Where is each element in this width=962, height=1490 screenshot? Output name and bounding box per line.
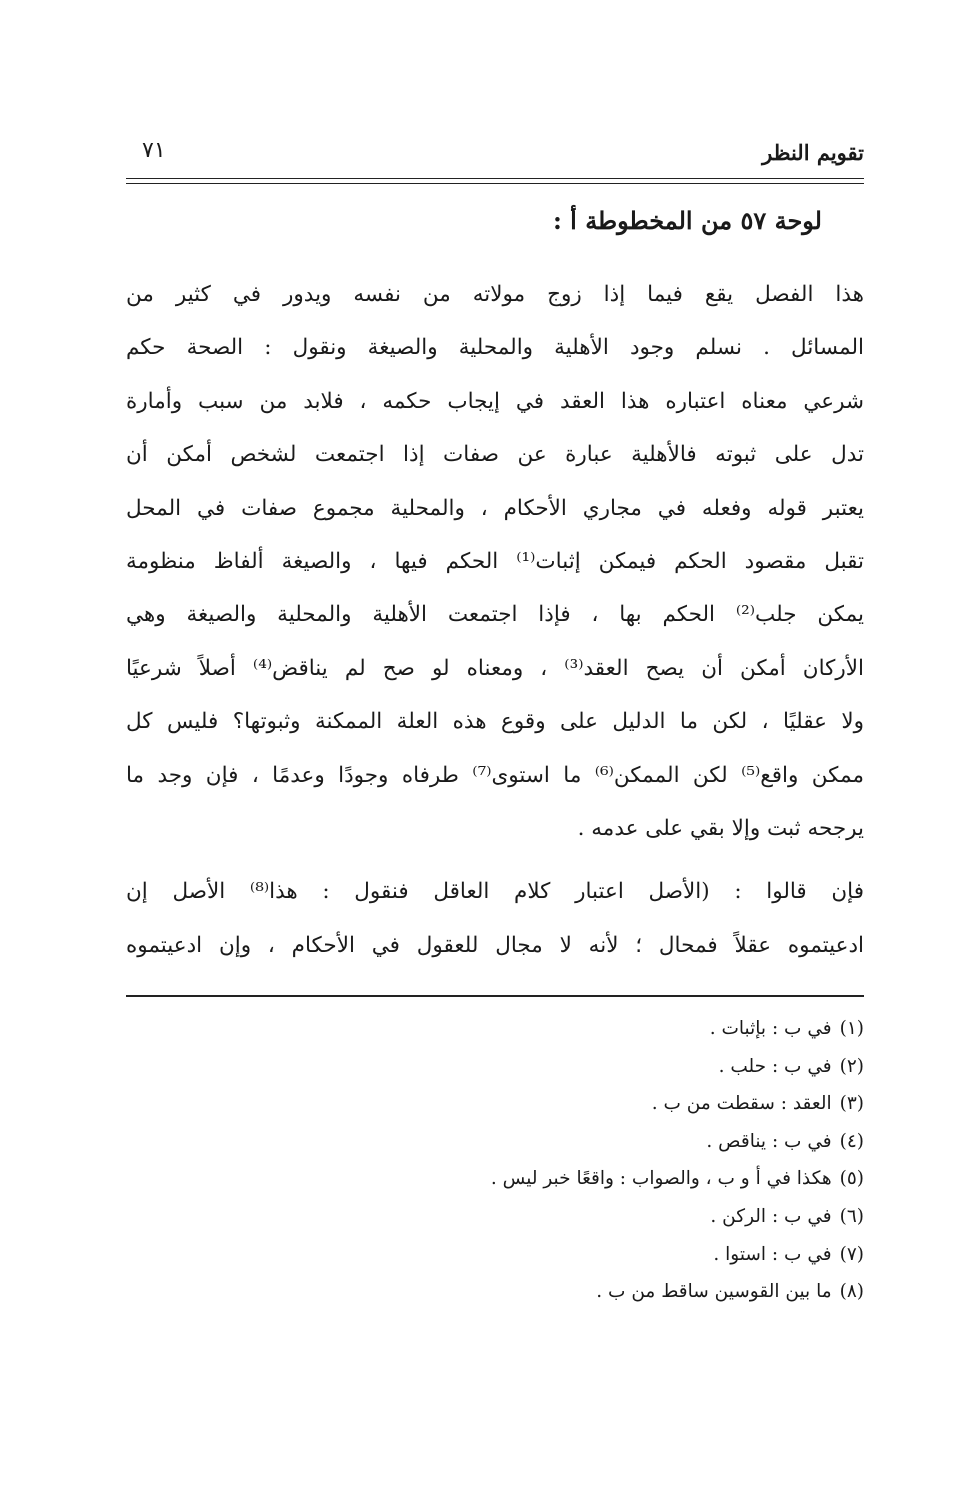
footnote-number: (٧) — [839, 1243, 864, 1265]
page-number: ٧١ — [142, 138, 166, 163]
body-line: الأركان أمكن أن يصح العقد⁽³⁾ ، ومعناه لو صح لم يناقض⁽⁴⁾ أصلاً شرعيًا — [126, 655, 864, 681]
footnote — [164, 1273, 864, 1311]
footnote-text: العقد : سقطت من ب . — [651, 1093, 832, 1115]
footnote-text: في ب : بإثبات . — [709, 1018, 832, 1039]
footnote-number: (٨) — [839, 1281, 864, 1303]
body-line: يرجحه ثبت وإلا بقي على عدمه . — [577, 815, 864, 841]
body-line: ممكن واقع⁽⁵⁾ لكن الممكن⁽⁶⁾ ما استوى⁽⁷⁾ طرفاه وجودًا وعدمًا ، فإن وجد ما — [126, 762, 864, 788]
body-line: تقبل مقصود الحكم فيمكن إثبات⁽¹⁾ الحكم فيها ، والصيغة ألفاظ منظومة — [126, 548, 864, 574]
footnote-number: (٤) — [839, 1130, 864, 1152]
footnote-number: (٦) — [839, 1205, 864, 1227]
footnote-text: ما بين القوسين ساقط من ب . — [596, 1281, 832, 1303]
footnote — [164, 1085, 864, 1123]
footnote-separator — [126, 995, 864, 997]
footnote — [164, 1048, 864, 1086]
running-header — [126, 136, 864, 170]
body-line: ولا عقليًا ، لكن ما الدليل على وقوع هذه العلة الممكنة وثبوتها؟ فليس كل — [126, 709, 864, 735]
body-line: المسائل . نسلم وجود الأهلية والمحلية والصيغة ونقول : الصحة حكم — [126, 335, 864, 361]
body-line: شرعي معناه اعتباره هذا العقد في إيجاب حكمه ، فلابد من سبب وأمارة — [126, 388, 864, 414]
footnote — [164, 1236, 864, 1274]
footnote-text: في ب : استوا . — [713, 1243, 832, 1265]
body-line: ادعيتموه عقلاً فمحال ؛ لأنه لا مجال للعقول في الأحكام ، وإن ادعيتموه — [126, 932, 864, 958]
footnote — [164, 1160, 864, 1198]
body-text — [126, 268, 864, 972]
footnote-number: (٥) — [839, 1168, 864, 1190]
footnotes — [164, 1010, 864, 1311]
footnote-text: في ب : الركن . — [710, 1205, 832, 1227]
body-line: فإن قالوا : (الأصل اعتبار كلام العاقل فنقول : هذا⁽⁸⁾ الأصل إن — [126, 879, 864, 905]
footnote-number: (٣) — [839, 1093, 864, 1115]
book-title: تقويم النظر — [762, 140, 864, 165]
body-line: هذا الفصل يقع فيما إذا زوج مولاته من نفسه ويدور في كثير من — [126, 282, 864, 307]
paragraph-gap — [126, 855, 864, 865]
header-rule-top — [126, 178, 864, 179]
body-line: تدل على ثبوته فالأهلية عبارة عن صفات إذا اجتمعت لشخص أمكن أن — [126, 442, 864, 468]
footnote — [164, 1123, 864, 1161]
footnote — [164, 1010, 864, 1048]
footnote-number: (٢) — [839, 1055, 864, 1077]
header-rule-bottom — [126, 183, 864, 184]
body-line: يعتبر قوله وفعله في مجاري الأحكام ، والمحلية مجموع صفات في المحل — [126, 495, 864, 521]
footnote-number: (١) — [839, 1018, 864, 1039]
footnote-text: في ب : حلب . — [718, 1055, 832, 1077]
footnote-text: هكذا في أ و ب ، والصواب : واقعًا خبر ليس . — [490, 1168, 832, 1190]
section-heading: لوحة ٥٧ من المخطوطة أ : — [552, 206, 822, 235]
footnote-text: في ب : يناقص . — [706, 1130, 832, 1152]
footnote — [164, 1198, 864, 1236]
body-line: يمكن جلب⁽²⁾ الحكم بها ، فإذا اجتمعت الأهلية والمحلية والصيغة وهي — [126, 602, 864, 628]
